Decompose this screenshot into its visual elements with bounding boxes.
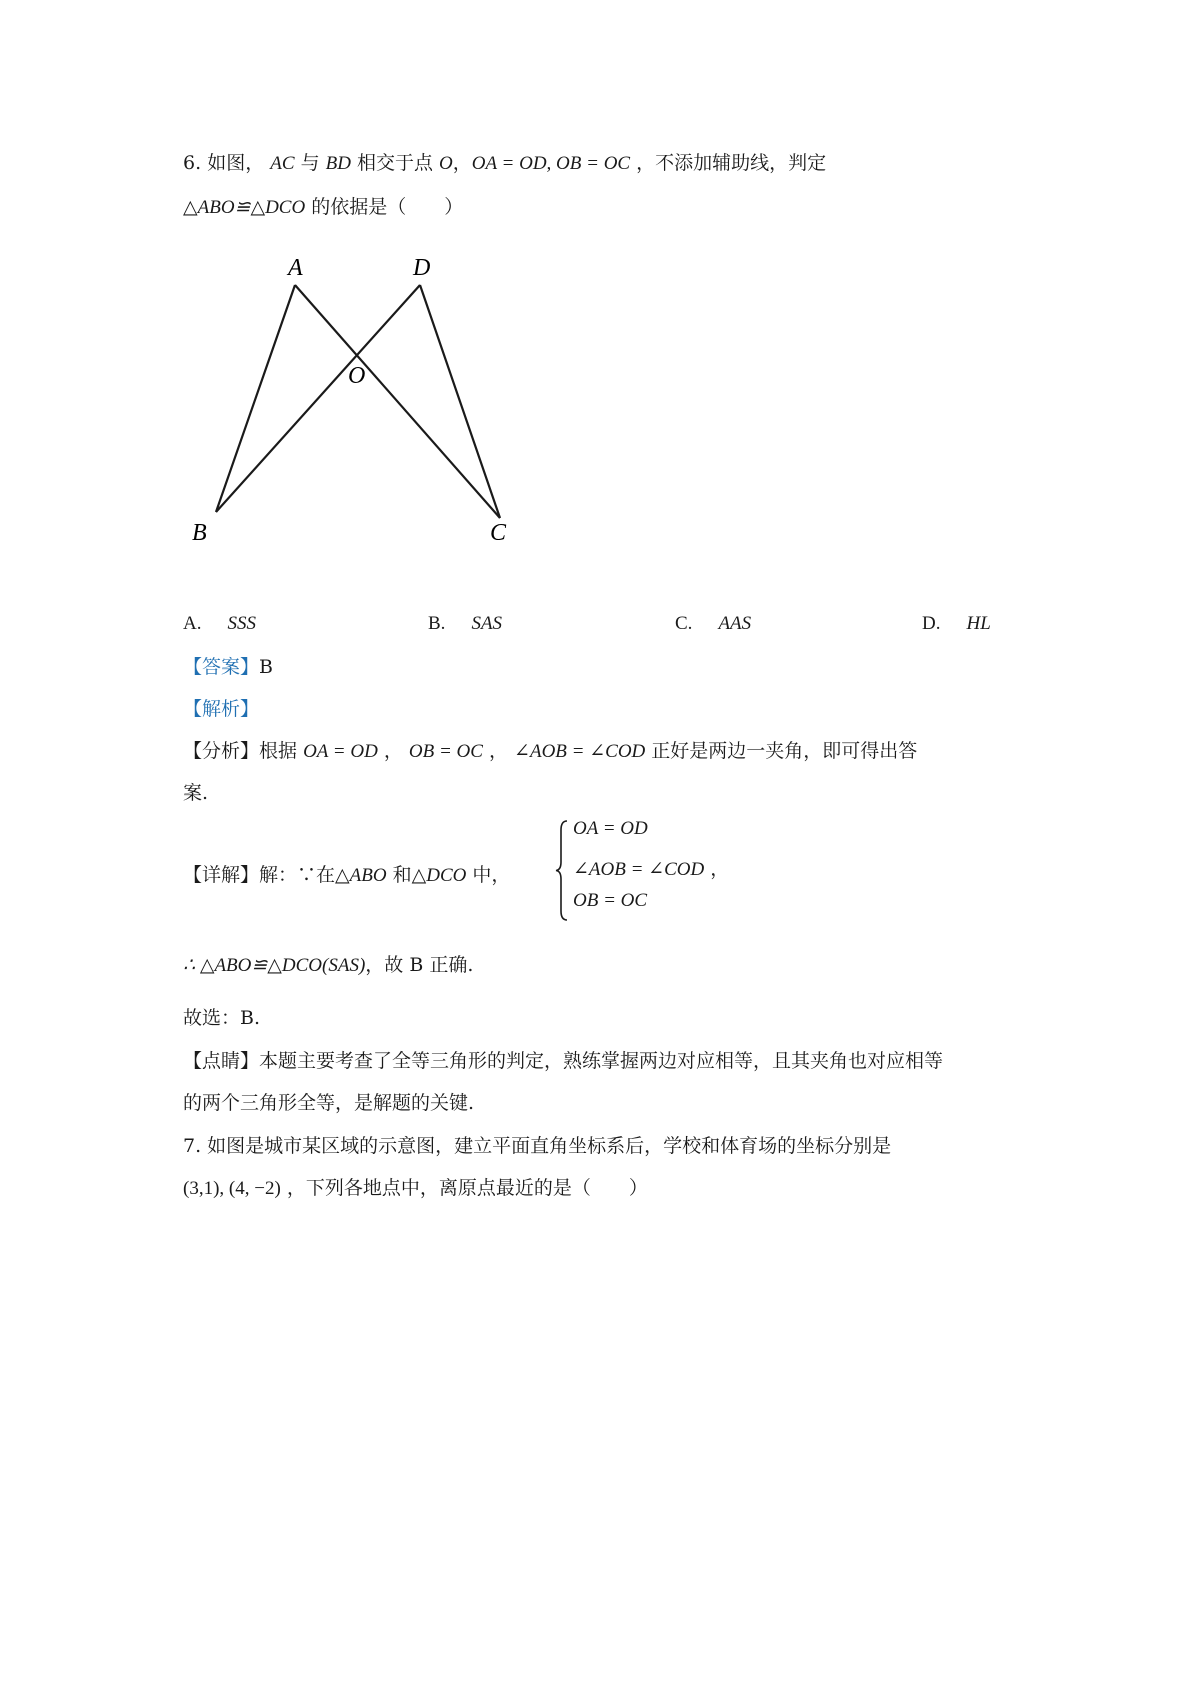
answer-value: B bbox=[259, 656, 273, 678]
analysis-text-4: 正好是两边一夹角，即可得出答 bbox=[645, 740, 918, 762]
q6-basis-text: 的依据是（ ） bbox=[305, 196, 464, 218]
dianjing-text-1: 本题主要考查了全等三角形的判定，熟练掌握两边对应相等，且其夹角也对应相等 bbox=[259, 1050, 944, 1072]
analysis-line1 bbox=[183, 736, 917, 763]
q6-number: 6. bbox=[183, 152, 202, 174]
q6-text: 如图， bbox=[207, 152, 265, 174]
analysis-math-3: ∠AOB = ∠COD bbox=[514, 741, 646, 762]
q7-line1: 7. 如图是城市某区域的示意图，建立平面直角坐标系后，学校和体育场的坐标分别是 bbox=[183, 1135, 892, 1157]
option-a bbox=[183, 612, 256, 635]
option-c-letter: C. bbox=[675, 613, 693, 634]
q6-line1 bbox=[183, 148, 826, 175]
therefore-math: ∴ △ABO≌△DCO(SAS) bbox=[183, 955, 366, 976]
option-b-value: SAS bbox=[471, 613, 503, 634]
segment-db bbox=[216, 285, 420, 512]
segment-ab bbox=[216, 285, 295, 512]
q6-with: 与 bbox=[294, 152, 326, 174]
detail-tag: 【详解】 bbox=[183, 864, 260, 886]
analysis-tag: 【分析】 bbox=[183, 740, 260, 762]
label-c: C bbox=[490, 520, 507, 546]
label-d: D bbox=[413, 255, 431, 281]
detail-text-3: 中， bbox=[466, 864, 511, 886]
q6-ac: AC bbox=[270, 153, 295, 174]
brace-icon bbox=[555, 818, 571, 923]
detail-math-2: △DCO bbox=[411, 865, 467, 886]
equation-2: ∠AOB = ∠COD bbox=[573, 859, 705, 880]
option-c-value: AAS bbox=[718, 613, 752, 634]
therefore-text: ，故 B 正确. bbox=[365, 954, 474, 976]
option-b bbox=[428, 612, 502, 635]
therefore-line bbox=[183, 950, 473, 977]
analysis-math-2: OB = OC bbox=[408, 741, 483, 762]
q6-meet: 相交于点 bbox=[350, 152, 440, 174]
q7-line2 bbox=[183, 1173, 648, 1200]
analysis-line2 bbox=[183, 778, 208, 805]
option-d-letter: D. bbox=[922, 613, 941, 634]
jiexi-tag: 【解析】 bbox=[183, 698, 260, 720]
option-d bbox=[922, 612, 991, 635]
geometry-figure bbox=[180, 250, 520, 550]
answer-line bbox=[183, 652, 273, 679]
q6-condition: OA = OD, OB = OC bbox=[471, 153, 631, 174]
dianjing-tag: 【点睛】 bbox=[183, 1050, 260, 1072]
option-d-value: HL bbox=[966, 613, 991, 634]
q6-o: O bbox=[439, 153, 453, 174]
analysis-text-1: 根据 bbox=[259, 740, 304, 762]
analysis-text-5: 案. bbox=[183, 782, 209, 804]
label-a: A bbox=[288, 255, 303, 281]
q6-congruence: △ABO≌△DCO bbox=[183, 197, 306, 218]
analysis-text-2: ， bbox=[377, 740, 409, 762]
option-c bbox=[675, 612, 751, 635]
analysis-math-1: OA = OD bbox=[303, 741, 378, 762]
detail-text-1: 解：∵在 bbox=[259, 864, 336, 886]
answer-tag: 【答案】 bbox=[183, 656, 260, 678]
equation-3: OB = OC bbox=[573, 890, 648, 911]
equation-2-tail: ， bbox=[704, 858, 730, 880]
equation-1: OA = OD bbox=[573, 818, 648, 839]
q7-coords: (3,1), (4, −2) bbox=[183, 1178, 281, 1199]
label-b: B bbox=[192, 520, 207, 546]
option-a-letter: A. bbox=[183, 613, 202, 634]
detail-line bbox=[183, 860, 510, 887]
label-o: O bbox=[348, 363, 366, 389]
q7-text: ，下列各地点中，离原点最近的是（ ） bbox=[280, 1177, 648, 1199]
q6-rest: ，不添加辅助线，判定 bbox=[630, 152, 827, 174]
segment-ac bbox=[295, 285, 500, 518]
equation-2-row bbox=[573, 854, 729, 881]
q6-comma: ， bbox=[452, 152, 472, 174]
q6-line2 bbox=[183, 192, 463, 219]
choose-line: 故选：B. bbox=[183, 1007, 261, 1029]
dianjing-line2: 的两个三角形全等，是解题的关键. bbox=[183, 1092, 475, 1114]
option-b-letter: B. bbox=[428, 613, 446, 634]
q6-bd: BD bbox=[325, 153, 351, 174]
detail-text-2: 和 bbox=[386, 864, 412, 886]
option-a-value: SSS bbox=[227, 613, 256, 634]
jiexi-line bbox=[183, 694, 259, 721]
segment-dc bbox=[420, 285, 500, 518]
dianjing-line1 bbox=[183, 1046, 943, 1073]
detail-math-1: △ABO bbox=[335, 865, 387, 886]
analysis-text-3: ， bbox=[482, 740, 515, 762]
equation-system bbox=[555, 818, 775, 923]
